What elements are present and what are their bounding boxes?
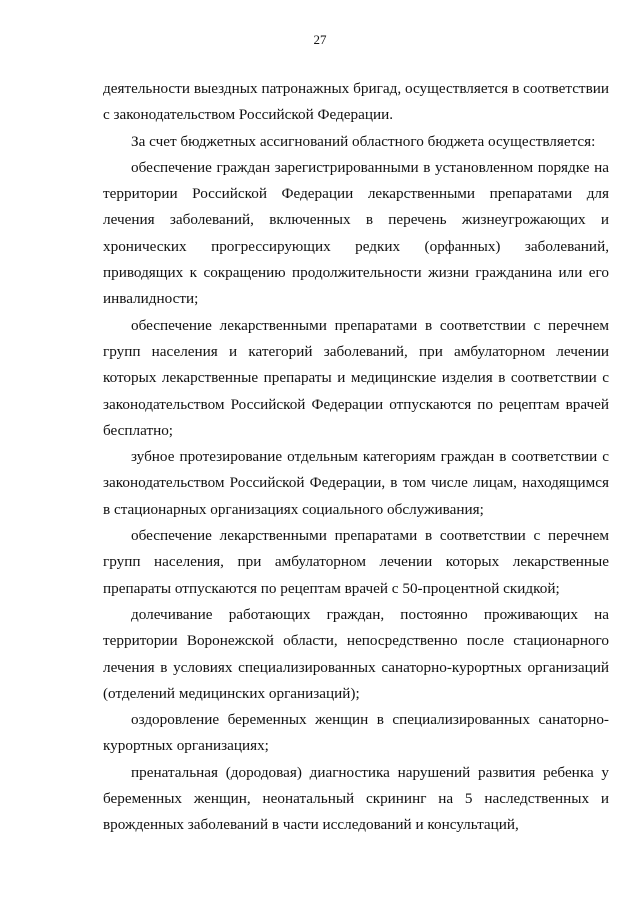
page-number: 27 bbox=[313, 32, 327, 47]
paragraph-continuation: деятельности выездных патронажных бригад, осуществляется в соответствии с законодательством Российской Федерации. bbox=[103, 80, 609, 124]
body-text bbox=[103, 76, 609, 839]
paragraph-orphan-drugs: обеспечение граждан зарегистрированными в установленном порядке на территории Российской Федерации лекарственными препаратами для лечения заболеваний, включенных в перечень жизнеугрожающих и хронических прогрессирующих редких (орфанных) заболеваний, приводящих к сокращению продолжительности жизни гражданина или его инвалидности; bbox=[103, 158, 609, 308]
paragraph-aftercare: долечивание работающих граждан, постоянно проживающих на территории Воронежской области, непосредственно после стационарного лечения в условиях специализированных санаторно-курортных организаций (отделений медицинских организаций); bbox=[103, 605, 609, 702]
paragraph-intro: За счет бюджетных ассигнований областного бюджета осуществляется: bbox=[131, 132, 596, 150]
paragraph-prenatal-diagnostics: пренатальная (дородовая) диагностика нарушений развития ребенка у беременных женщин, неонатальный скрининг на 5 наследственных и врожденных заболеваний в части исследований и консультаций, bbox=[103, 763, 609, 834]
paragraph-discount-prescriptions: обеспечение лекарственными препаратами в соответствии с перечнем групп населения, при амбулаторном лечении которых лекарственные препараты отпускаются по рецептам врачей с 50-процентной скидкой; bbox=[103, 527, 609, 597]
paragraph-dental-prosthetics: зубное протезирование отдельным категориям граждан в соответствии с законодательством Российской Федерации, в том числе лицам, находящимся в стационарных организациях социального обслуживания; bbox=[103, 448, 609, 518]
paragraph-pregnant-wellness: оздоровление беременных женщин в специализированных санаторно-курортных организациях; bbox=[103, 711, 609, 755]
paragraph-free-prescriptions: обеспечение лекарственными препаратами в соответствии с перечнем групп населения и категорий заболеваний, при амбулаторном лечении которых лекарственные препараты и медицинские изделия в соответствии с законодательством Российской Федерации отпускаются по рецептам врачей бесплатно; bbox=[103, 316, 609, 439]
